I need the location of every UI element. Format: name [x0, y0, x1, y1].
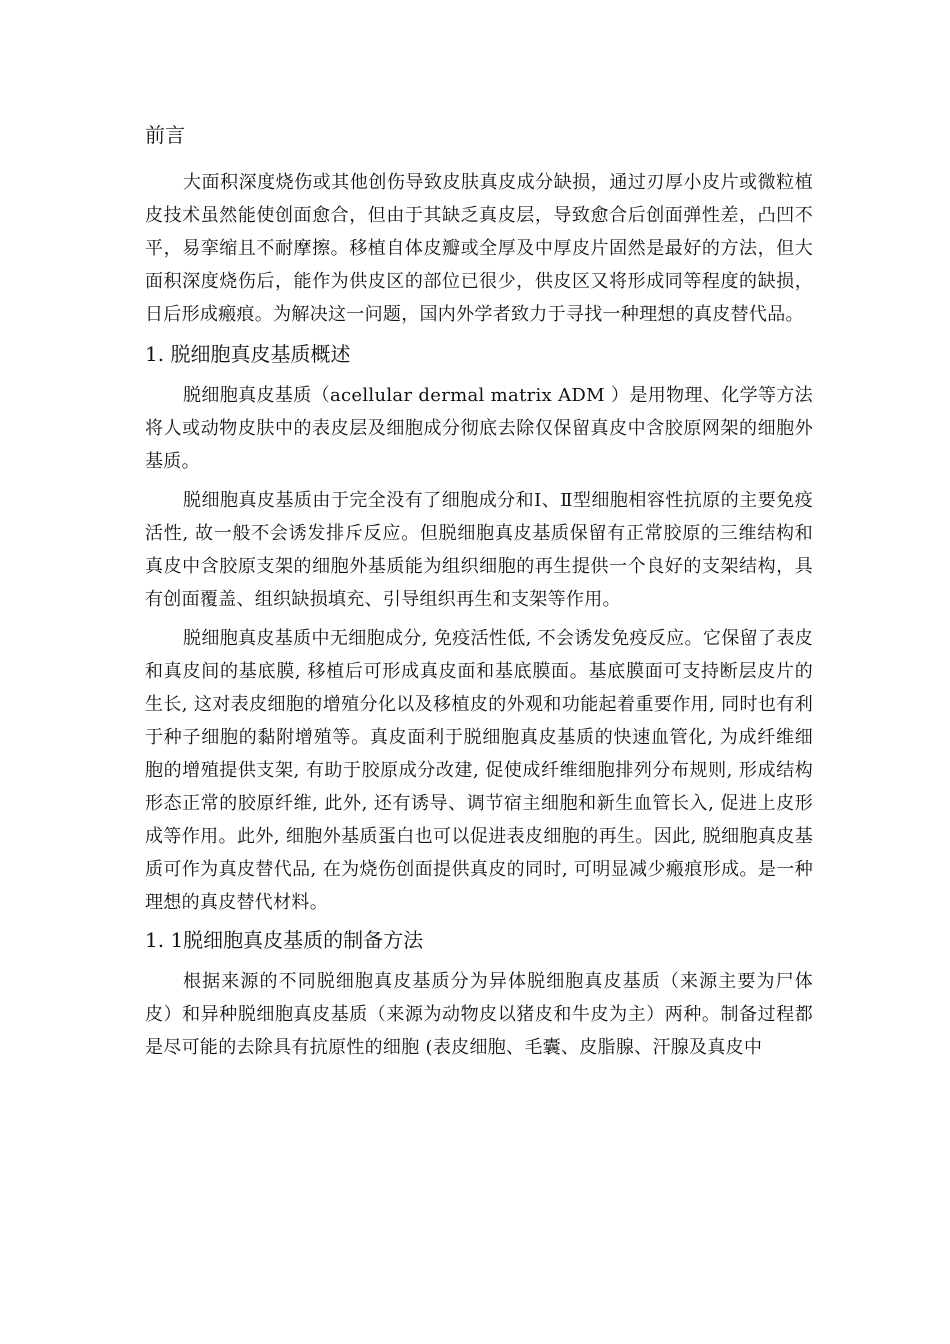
section-1-1-paragraph: 根据来源的不同脱细胞真皮基质分为异体脱细胞真皮基质（来源主要为尸体皮）和异种脱细胞真皮基质（来源为动物皮以猪皮和牛皮为主）两种。制备过程都是尽可能的去除具有抗原性的细胞 (表皮细胞、毛囊、皮脂腺、汗腺及真皮中 — [145, 971, 813, 1058]
section-1-1-heading: 1. 1脱细胞真皮基质的制备方法 — [145, 928, 424, 952]
section-1-paragraph-definition: 脱细胞真皮基质（acellular dermal matrix ADM ）是用物理、化学等方法将人或动物皮肤中的表皮层及细胞成分彻底去除仅保留真皮中含胶原网架的细胞外基质。 — [145, 385, 813, 472]
document-page — [145, 118, 813, 1064]
section-1-heading: 1. 脱细胞真皮基质概述 — [145, 342, 351, 366]
section-1-paragraph-function: 脱细胞真皮基质中无细胞成分, 免疫活性低, 不会诱发免疫反应。它保留了表皮和真皮间的基底膜, 移植后可形成真皮面和基底膜面。基底膜面可支持断层皮片的生长, 这对表皮细胞的增殖分化以及移植皮的外观和功能起着重要作用, 同时也有利于种子细胞的黏附增殖等。真皮面利于脱细胞真皮基质的快速血管化, 为成纤维细胞的增殖提供支架, 有助于胶原成分改建, 促使成纤维细胞排列分布规则, 形成结构形态正常的胶原纤维, 此外, 还有诱导、调节宿主细胞和新生血管长入, 促进上皮形成等作用。此外, 细胞外基质蛋白也可以促进表皮细胞的再生。因此, 脱细胞真皮基质可作为真皮替代品, 在为烧伤创面提供真皮的同时, 可明显减少瘢痕形成。是一种理想的真皮替代材料。 — [145, 628, 813, 913]
intro-paragraph: 大面积深度烧伤或其他创伤导致皮肤真皮成分缺损，通过刃厚小皮片或微粒植皮技术虽然能使创面愈合，但由于其缺乏真皮层，导致愈合后创面弹性差，凸凹不平，易挛缩且不耐摩擦。移植自体皮瓣或全厚及中厚皮片固然是最好的方法，但大面积深度烧伤后，能作为供皮区的部位已很少，供皮区又将形成同等程度的缺损，日后形成瘢痕。为解决这一问题，国内外学者致力于寻找一种理想的真皮替代品。 — [145, 172, 813, 325]
foreword-heading: 前言 — [145, 123, 185, 147]
section-1-paragraph-immunity: 脱细胞真皮基质由于完全没有了细胞成分和Ⅰ、Ⅱ型细胞相容性抗原的主要免疫活性, 故一般不会诱发排斥反应。但脱细胞真皮基质保留有正常胶原的三维结构和真皮中含胶原支架的细胞外基质能为组织细胞的再生提供一个良好的支架结构，具有创面覆盖、组织缺损填充、引导组织再生和支架等作用。 — [145, 490, 813, 610]
